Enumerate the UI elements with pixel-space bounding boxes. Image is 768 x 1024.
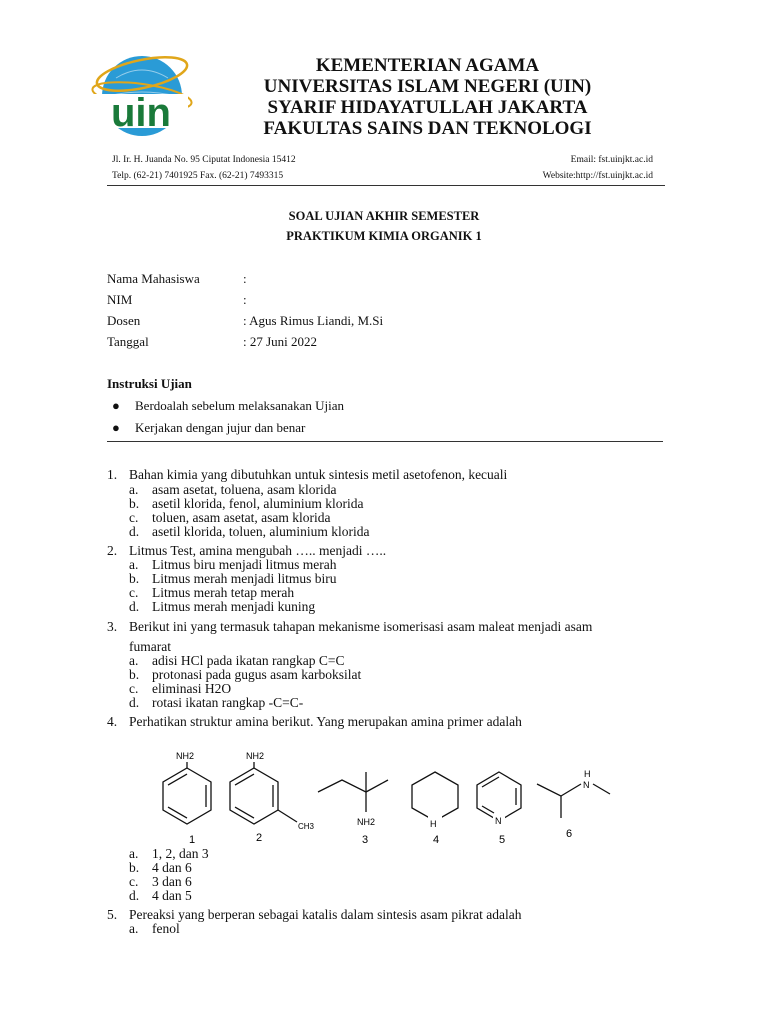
label-piperidine-nh: H — [430, 819, 437, 829]
structure-m-toluidine — [230, 762, 297, 824]
option-letter: d. — [129, 695, 140, 710]
structure-number: 2 — [256, 832, 263, 844]
header-faculty: FAKULTAS SAINS DAN TEKNOLOGI — [263, 118, 592, 139]
option-letter: c. — [129, 874, 139, 889]
structure-number: 3 — [362, 834, 369, 846]
option-text: 4 dan 5 — [152, 888, 192, 903]
label-nh2: NH2 — [246, 751, 265, 761]
info-label-lecturer: Dosen — [107, 313, 141, 328]
header-location: SYARIF HIDAYATULLAH JAKARTA — [267, 97, 588, 118]
option-text: 3 dan 6 — [152, 874, 192, 889]
exam-title: SOAL UJIAN AKHIR SEMESTER — [288, 209, 480, 223]
info-label-nim: NIM — [107, 292, 133, 307]
address: Jl. Ir. H. Juanda No. 95 Ciputat Indonesia 15412 — [112, 155, 296, 165]
info-value-nim: : — [243, 292, 247, 307]
option-text: asetil klorida, fenol, aluminium klorida — [152, 496, 364, 511]
info-label-name: Nama Mahasiswa — [107, 271, 200, 286]
question-number: 4. — [107, 714, 118, 729]
structure-number: 5 — [499, 834, 506, 846]
option-text: asam asetat, toluena, asam klorida — [152, 482, 337, 497]
phone: Telp. (62-21) 7401925 Fax. (62-21) 7493315 — [112, 171, 284, 181]
option-text: 1, 2, dan 3 — [152, 846, 209, 861]
instructions-heading: Instruksi Ujian — [107, 376, 192, 391]
bullet-icon: ● — [112, 398, 120, 413]
instruction-item: Berdoalah sebelum melaksanakan Ujian — [135, 398, 345, 413]
bullet-icon: ● — [112, 420, 120, 435]
structure-number: 6 — [566, 828, 573, 840]
structure-number: 1 — [189, 834, 196, 846]
question-number: 5. — [107, 907, 118, 922]
question-text-continued: fumarat — [129, 639, 171, 654]
option-text: rotasi ikatan rangkap -C=C- — [152, 695, 304, 710]
option-letter: a. — [129, 921, 139, 936]
question-text: Litmus Test, amina mengubah ….. menjadi ….. — [129, 543, 387, 558]
structure-aniline — [163, 762, 211, 824]
label-nh2: NH2 — [357, 817, 376, 827]
logo-text: uin — [111, 91, 171, 135]
option-letter: a. — [129, 557, 139, 572]
option-letter: b. — [129, 860, 140, 875]
header-divider — [107, 185, 665, 186]
question-number: 3. — [107, 619, 118, 634]
question-text: Pereaksi yang berperan sebagai katalis dalam sintesis asam pikrat adalah — [129, 907, 522, 922]
question-text: Perhatikan struktur amina berikut. Yang merupakan amina primer adalah — [129, 714, 522, 729]
option-letter: a. — [129, 846, 139, 861]
structure-pyridine — [477, 772, 521, 821]
option-letter: b. — [129, 667, 140, 682]
option-text: Litmus biru menjadi litmus merah — [152, 557, 337, 572]
label-pyridine-n: N — [495, 816, 502, 826]
header-university: UNIVERSITAS ISLAM NEGERI (UIN) — [263, 76, 592, 97]
option-text: Litmus merah menjadi kuning — [152, 599, 316, 614]
label-amine-h: H — [584, 769, 591, 779]
option-text: protonasi pada gugus asam karboksilat — [152, 667, 362, 682]
option-letter: c. — [129, 510, 139, 525]
option-text: adisi HCl pada ikatan rangkap C=C — [152, 653, 345, 668]
option-text: Litmus merah tetap merah — [152, 585, 295, 600]
label-ch3: CH3 — [298, 822, 315, 831]
option-letter: c. — [129, 681, 139, 696]
info-label-date: Tanggal — [107, 334, 149, 349]
question-text: Bahan kimia yang dibutuhkan untuk sintesis metil asetofenon, kecuali — [129, 467, 508, 482]
info-value-name: : — [243, 271, 247, 286]
question-number: 1. — [107, 467, 118, 482]
option-letter: b. — [129, 496, 140, 511]
instructions-divider — [107, 441, 663, 442]
info-value-lecturer: : Agus Rimus Liandi, M.Si — [243, 313, 384, 328]
option-letter: d. — [129, 888, 140, 903]
info-value-date: : 27 Juni 2022 — [243, 334, 318, 349]
instruction-item: Kerjakan dengan jujur dan benar — [135, 420, 306, 435]
question-number: 2. — [107, 543, 118, 558]
option-text: 4 dan 6 — [152, 860, 192, 875]
option-letter: a. — [129, 482, 139, 497]
structure-number: 4 — [433, 834, 440, 846]
option-letter: a. — [129, 653, 139, 668]
option-letter: d. — [129, 599, 140, 614]
header-ministry: KEMENTERIAN AGAMA — [315, 55, 540, 76]
email: Email: fst.uinjkt.ac.id — [570, 155, 653, 165]
amine-structures-figure — [0, 740, 768, 850]
label-amine-n: N — [583, 780, 590, 790]
structure-piperidine — [412, 772, 458, 821]
exam-subtitle: PRAKTIKUM KIMIA ORGANIK 1 — [286, 229, 482, 243]
website: Website:http://fst.uinjkt.ac.id — [542, 171, 653, 181]
option-letter: c. — [129, 585, 139, 600]
option-letter: d. — [129, 524, 140, 539]
option-text: fenol — [152, 921, 180, 936]
structure-tert-amine — [318, 772, 388, 812]
option-text: toluen, asam asetat, asam klorida — [152, 510, 331, 525]
option-text: eliminasi H2O — [152, 681, 232, 696]
question-text: Berikut ini yang termasuk tahapan mekanisme isomerisasi asam maleat menjadi asam — [129, 619, 593, 634]
option-text: asetil klorida, toluen, aluminium klorida — [152, 524, 370, 539]
option-text: Litmus merah menjadi litmus biru — [152, 571, 337, 586]
option-letter: b. — [129, 571, 140, 586]
structure-secondary-amine — [537, 784, 610, 818]
label-nh2: NH2 — [176, 751, 195, 761]
